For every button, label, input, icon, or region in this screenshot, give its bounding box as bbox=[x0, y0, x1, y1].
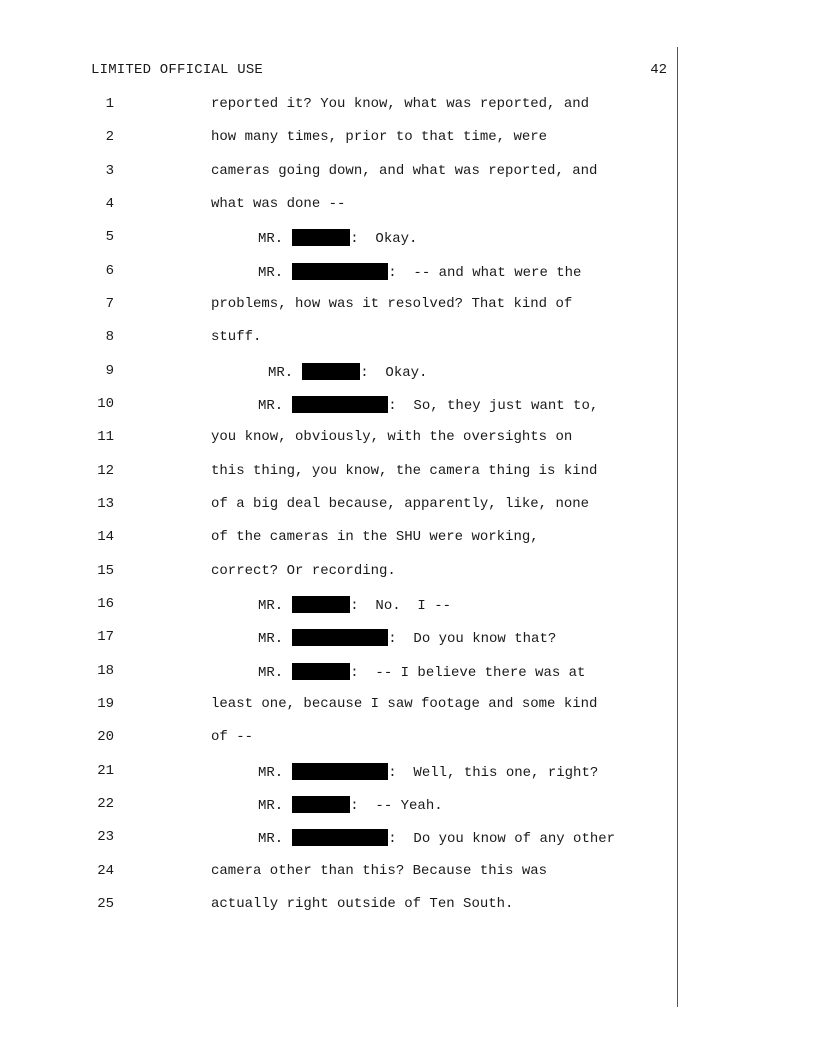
redaction-box bbox=[302, 363, 360, 380]
line-number: 20 bbox=[97, 729, 114, 745]
line-number: 22 bbox=[97, 796, 114, 812]
line-text: : -- and what were the bbox=[388, 265, 582, 281]
speaker-prefix: MR. bbox=[258, 231, 284, 247]
speaker-line bbox=[258, 229, 417, 247]
line-text: of -- bbox=[211, 729, 254, 745]
speaker-line bbox=[268, 363, 427, 381]
line-text: you know, obviously, with the oversights on bbox=[211, 429, 573, 445]
line-text: correct? Or recording. bbox=[211, 563, 396, 579]
transcript-line bbox=[0, 196, 816, 214]
speaker-prefix: MR. bbox=[258, 631, 284, 647]
line-text: problems, how was it resolved? That kind of bbox=[211, 296, 573, 312]
speaker-prefix: MR. bbox=[268, 365, 294, 381]
speaker-line bbox=[258, 796, 443, 814]
speaker-prefix: MR. bbox=[258, 598, 284, 614]
transcript-line bbox=[0, 296, 816, 314]
speaker-line bbox=[258, 629, 556, 647]
transcript-line bbox=[0, 129, 816, 147]
speaker-line bbox=[258, 763, 598, 781]
line-text: : Do you know of any other bbox=[388, 831, 616, 847]
transcript-line bbox=[0, 663, 816, 681]
speaker-prefix: MR. bbox=[258, 265, 284, 281]
transcript-line bbox=[0, 729, 816, 747]
transcript-line bbox=[0, 329, 816, 347]
redaction-box bbox=[292, 663, 350, 680]
line-number: 24 bbox=[97, 863, 114, 879]
page-number: 42 bbox=[650, 62, 667, 78]
line-number: 3 bbox=[105, 163, 114, 179]
redaction-box bbox=[292, 396, 388, 413]
transcript-line bbox=[0, 496, 816, 514]
line-text: what was done -- bbox=[211, 196, 346, 212]
redaction-box bbox=[292, 596, 350, 613]
transcript-line bbox=[0, 529, 816, 547]
transcript-line bbox=[0, 96, 816, 114]
transcript-line bbox=[0, 829, 816, 847]
line-number: 18 bbox=[97, 663, 114, 679]
transcript-line bbox=[0, 229, 816, 247]
speaker-line bbox=[258, 829, 615, 847]
line-text: : Okay. bbox=[360, 365, 428, 381]
line-number: 16 bbox=[97, 596, 114, 612]
speaker-line bbox=[258, 263, 581, 281]
speaker-prefix: MR. bbox=[258, 798, 284, 814]
line-text: : -- I believe there was at bbox=[350, 665, 586, 681]
line-text: : Okay. bbox=[350, 231, 418, 247]
speaker-prefix: MR. bbox=[258, 765, 284, 781]
transcript-line bbox=[0, 596, 816, 614]
line-text: reported it? You know, what was reported, and bbox=[211, 96, 590, 112]
line-number: 13 bbox=[97, 496, 114, 512]
redaction-box bbox=[292, 796, 350, 813]
line-number: 12 bbox=[97, 463, 114, 479]
transcript-line bbox=[0, 796, 816, 814]
line-number: 4 bbox=[105, 196, 114, 212]
line-number: 25 bbox=[97, 896, 114, 912]
line-number: 1 bbox=[105, 96, 114, 112]
transcript-line bbox=[0, 396, 816, 414]
transcript-line bbox=[0, 263, 816, 281]
transcript-line bbox=[0, 563, 816, 581]
transcript-line bbox=[0, 429, 816, 447]
speaker-line bbox=[258, 596, 451, 614]
transcript-line bbox=[0, 763, 816, 781]
line-number: 19 bbox=[97, 696, 114, 712]
line-text: camera other than this? Because this was bbox=[211, 863, 548, 879]
line-number: 21 bbox=[97, 763, 114, 779]
transcript-line bbox=[0, 629, 816, 647]
line-text: of a big deal because, apparently, like, none bbox=[211, 496, 590, 512]
line-number: 23 bbox=[97, 829, 114, 845]
transcript-line bbox=[0, 363, 816, 381]
transcript-line bbox=[0, 463, 816, 481]
line-text: stuff. bbox=[211, 329, 262, 345]
line-number: 11 bbox=[97, 429, 114, 445]
line-number: 7 bbox=[105, 296, 114, 312]
transcript-line bbox=[0, 696, 816, 714]
line-text: least one, because I saw footage and some kind bbox=[211, 696, 598, 712]
line-text: cameras going down, and what was reported, and bbox=[211, 163, 598, 179]
speaker-line bbox=[258, 663, 585, 681]
speaker-line bbox=[258, 396, 598, 414]
line-number: 2 bbox=[105, 129, 114, 145]
transcript-line bbox=[0, 896, 816, 914]
redaction-box bbox=[292, 629, 388, 646]
line-text: actually right outside of Ten South. bbox=[211, 896, 514, 912]
line-number: 17 bbox=[97, 629, 114, 645]
line-number: 14 bbox=[97, 529, 114, 545]
redaction-box bbox=[292, 829, 388, 846]
transcript-line bbox=[0, 863, 816, 881]
redaction-box bbox=[292, 263, 388, 280]
transcript-line bbox=[0, 163, 816, 181]
line-text: : Well, this one, right? bbox=[388, 765, 599, 781]
line-text: : -- Yeah. bbox=[350, 798, 443, 814]
line-number: 9 bbox=[105, 363, 114, 379]
line-number: 8 bbox=[105, 329, 114, 345]
classification-label: LIMITED OFFICIAL USE bbox=[91, 62, 264, 78]
line-text: : So, they just want to, bbox=[388, 398, 599, 414]
line-text: of the cameras in the SHU were working, bbox=[211, 529, 539, 545]
line-text: how many times, prior to that time, were bbox=[211, 129, 548, 145]
redaction-box bbox=[292, 763, 388, 780]
line-number: 10 bbox=[97, 396, 114, 412]
speaker-prefix: MR. bbox=[258, 831, 284, 847]
line-text: this thing, you know, the camera thing is kind bbox=[211, 463, 598, 479]
speaker-prefix: MR. bbox=[258, 398, 284, 414]
redaction-box bbox=[292, 229, 350, 246]
line-text: : Do you know that? bbox=[388, 631, 557, 647]
line-text: : No. I -- bbox=[350, 598, 452, 614]
line-number: 15 bbox=[97, 563, 114, 579]
line-number: 5 bbox=[105, 229, 114, 245]
speaker-prefix: MR. bbox=[258, 665, 284, 681]
line-number: 6 bbox=[105, 263, 114, 279]
